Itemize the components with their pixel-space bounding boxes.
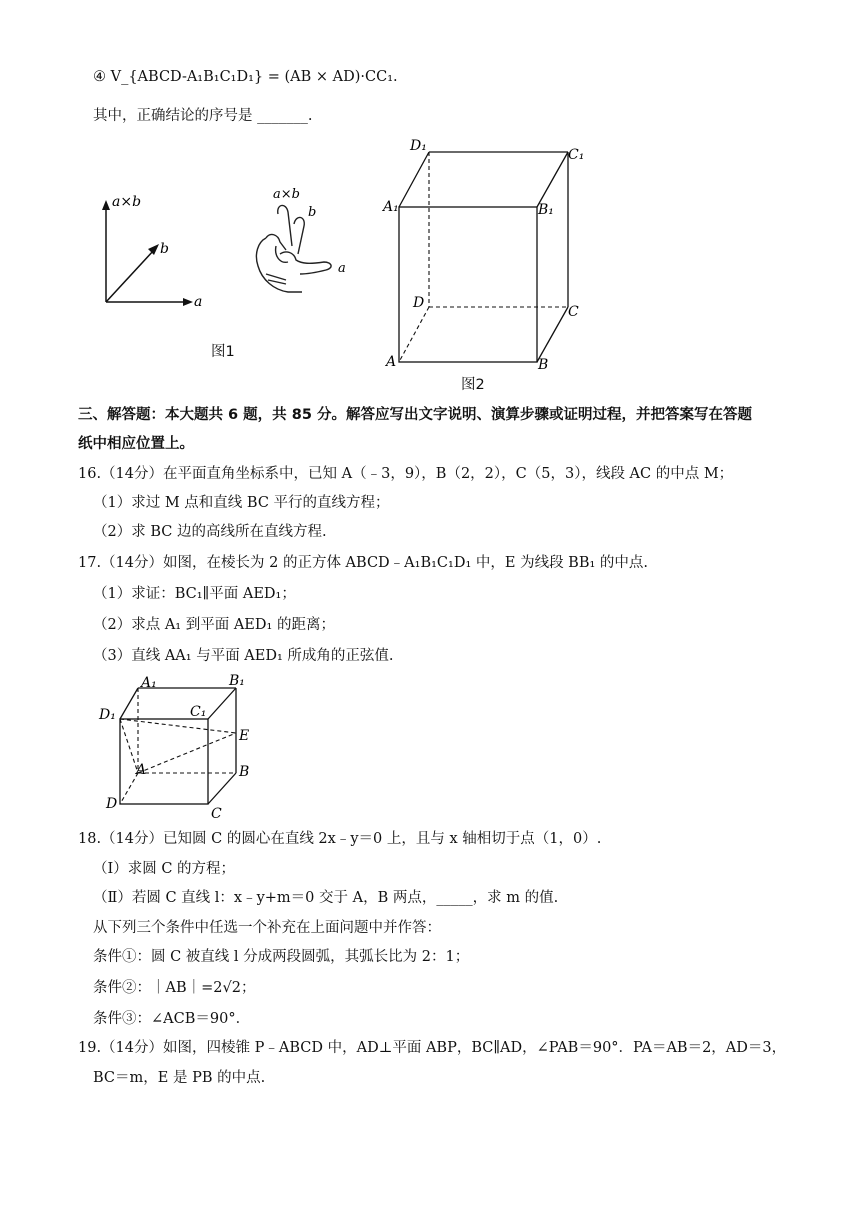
q19-stem-line2: BC＝m，E 是 PB 的中点.: [93, 1070, 266, 1086]
vertex-B: B: [538, 357, 549, 373]
b-axis: [106, 250, 154, 302]
b-label: b: [160, 241, 169, 257]
section-3-heading-line2: 纸中相应位置上。: [78, 436, 194, 452]
a-label: a: [194, 294, 203, 310]
a-arrowhead: [183, 298, 193, 306]
q17-part-1: （1）求证：BC₁∥平面 AED₁；: [93, 586, 296, 602]
vertex-D: D: [413, 295, 425, 311]
q19-stem-line1: 19.（14分）如图，四棱锥 P﹣ABCD 中，AD⊥平面 ABP，BC∥AD，∠PAB＝90°．PA＝AB＝2，AD＝3，: [78, 1040, 787, 1056]
q18-stem: 18.（14分）已知圆 C 的圆心在直线 2x﹣y＝0 上，且与 x 轴相切于点（1，0）.: [78, 831, 602, 847]
hand-a-label: a: [338, 261, 346, 276]
b-arrowhead: [148, 244, 159, 255]
q17-stem: 17.（14分）如图，在棱长为 2 的正方体 ABCD﹣A₁B₁C₁D₁ 中，E 为线段 BB₁ 的中点.: [78, 555, 649, 571]
q16-part-1: （1）求过 M 点和直线 BC 平行的直线方程；: [93, 495, 390, 511]
q17-vertex-C: C: [211, 806, 222, 822]
q17-vertex-C1: C₁: [190, 704, 207, 720]
q18-part-1: （Ⅰ）求圆 C 的方程；: [93, 861, 236, 877]
q17-vertex-D: D: [106, 796, 118, 812]
q17-vertex-D1: D₁: [99, 707, 116, 723]
figure-2-caption: 图2: [461, 377, 485, 393]
q18-condition-3: 条件③：∠ACB＝90°．: [93, 1011, 251, 1027]
vertex-A1: A₁: [383, 199, 399, 215]
q18-instruction: 从下列三个条件中任选一个补充在上面问题中并作答：: [93, 920, 441, 936]
q17-vertex-B: B: [239, 764, 250, 780]
correct-answer-blank-line: 其中，正确结论的序号是 _______.: [93, 108, 313, 124]
q17-part-2: （2）求点 A₁ 到平面 AED₁ 的距离；: [93, 617, 335, 633]
q17-vertex-A: A: [136, 762, 147, 778]
q17-vertex-E: E: [239, 728, 250, 744]
q18-condition-2: 条件②：｜AB｜=2√2；: [93, 980, 256, 996]
q17-part-3: （3）直线 AA₁ 与平面 AED₁ 所成角的正弦值.: [93, 648, 394, 664]
hand-b-label: b: [308, 205, 317, 220]
q17-vertex-B1: B₁: [229, 673, 245, 689]
vertex-C1: C₁: [568, 147, 585, 163]
axb-arrowhead: [102, 200, 110, 210]
vertex-D1: D₁: [410, 138, 427, 154]
q18-condition-1: 条件①：圆 C 被直线 l 分成两段圆弧，其弧长比为 2：1；: [93, 949, 470, 965]
section-3-heading-line1: 三、解答题：本大题共 6 题，共 85 分。解答应写出文字说明、演算步骤或证明过程，并把答案写在答题: [78, 407, 752, 423]
q17-cube-figure: [95, 672, 270, 822]
axb-label: a×b: [112, 194, 142, 210]
figure-2-cube: [380, 135, 590, 375]
vertex-C: C: [568, 304, 579, 320]
vertex-A: A: [386, 354, 397, 370]
q16-part-2: （2）求 BC 边的高线所在直线方程.: [93, 524, 327, 540]
q18-part-2: （Ⅱ）若圆 C 直线 l：x﹣y+m＝0 交于 A，B 两点，_____，求 m 的值.: [93, 890, 559, 906]
right-hand-icon: [256, 205, 331, 292]
item-4-formula: ④ V_{ABCD-A₁B₁C₁D₁} = (AB × AD)·CC₁.: [93, 69, 398, 85]
figure-1-caption: 图1: [211, 344, 235, 360]
q17-vertex-A1: A₁: [141, 675, 157, 691]
q16-stem: 16.（14分）在平面直角坐标系中，已知 A（﹣3，9），B（2，2），C（5，3），线段 AC 的中点 M；: [78, 466, 734, 482]
vertex-B1: B₁: [538, 202, 554, 218]
hand-axb-label: a×b: [273, 187, 300, 202]
